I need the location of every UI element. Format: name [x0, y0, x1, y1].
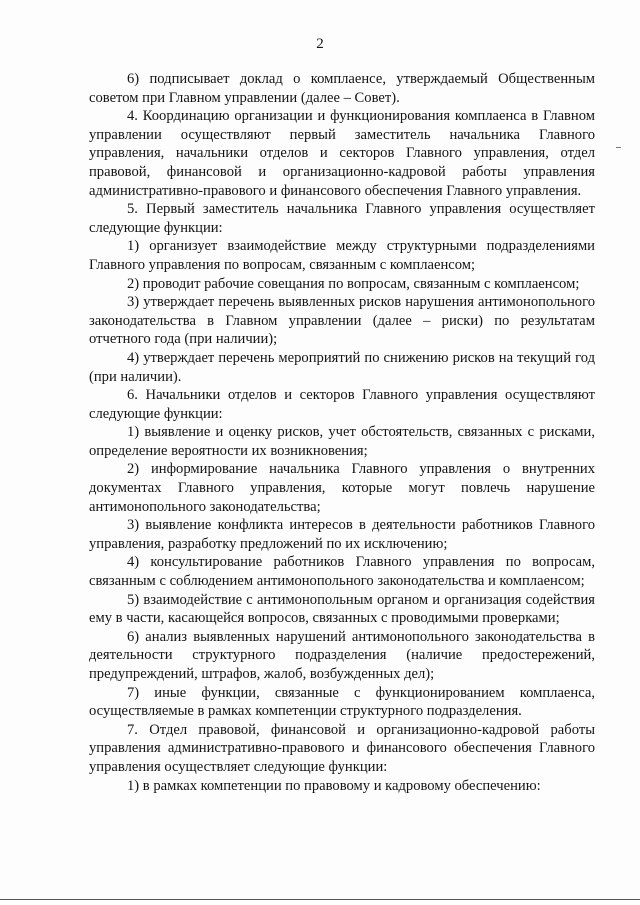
paragraph-6-item-6: 6) анализ выявленных нарушений антимонопольного законодательства в деятельности структурного подразделения (наличие предостережений, предупреждений, штрафов, жалоб, возбужденных дел); [89, 628, 595, 682]
paragraph-7-legal-department: 7. Отдел правовой, финансовой и организационно-кадровой работы управления административно-правового и финансового обеспечения Главного управления осуществляет следующие функции: [89, 721, 595, 775]
paragraph-6-item-5: 5) взаимодействие с антимонопольным органом и организация содействия ему в части, касающейся вопросов, связанных с проводимыми проверками; [89, 591, 595, 627]
paragraph-item-6-signs-report: 6) подписывает доклад о комплаенсе, утверждаемый Общественным советом при Главном управлении (далее – Совет). [89, 71, 595, 106]
paragraph-4-coordination: 4. Координацию организации и функционирования комплаенса в Главном управлении осуществляют первый заместитель начальника Главного управления, начальники отделов и секторов Главного управления, отдел правовой, финансовой и организационно-кадровой работы управления административно-правового и финансового обеспечения Главного управления. [89, 108, 595, 199]
paragraph-5-first-deputy: 5. Первый заместитель начальника Главного управления осуществляет следующие функции: [89, 201, 595, 236]
paragraph-5-item-4: 4) утверждает перечень мероприятий по снижению рисков на текущий год (при наличии). [89, 349, 595, 385]
paragraph-5-item-2: 2) проводит рабочие совещания по вопросам, связанным с комплаенсом; [127, 275, 580, 292]
document-body [89, 70, 595, 795]
paragraph-6-item-2: 2) информирование начальника Главного управления о внутренних документах Главного управления, которые могут повлечь нарушение антимонопольного законодательства; [89, 461, 595, 515]
paragraph-7-item-1: 1) в рамках компетенции по правовому и кадровому обеспечению: [127, 777, 541, 794]
paragraph-5-item-1: 1) организует взаимодействие между структурными подразделениями Главного управления по вопросам, связанным с комплаенсом; [89, 238, 595, 273]
paragraph-6-item-1: 1) выявление и оценку рисков, учет обстоятельств, связанных с рисками, определение вероятности их возникновения; [89, 424, 595, 459]
scan-speck [616, 147, 621, 148]
paragraph-6-item-7: 7) иные функции, связанные с функционированием комплаенса, осуществляемые в рамках компетенции структурного подразделения. [89, 684, 595, 720]
page-number: 2 [316, 36, 324, 52]
paragraph-6-department-heads: 6. Начальники отделов и секторов Главного управления осуществляют следующие функции: [89, 387, 595, 422]
paragraph-6-item-4: 4) консультирование работников Главного управления по вопросам, связанным с соблюдением антимонопольного законодательства и комплаенсом; [89, 554, 595, 590]
scan-bottom-edge [0, 899, 640, 900]
paragraph-6-item-3: 3) выявление конфликта интересов в деятельности работников Главного управления, разработку предложений по их исключению; [89, 517, 595, 552]
paragraph-5-item-3: 3) утверждает перечень выявленных рисков нарушения антимонопольного законодательства в Главном управлении (далее – риски) по результатам отчетного года (при наличии); [89, 294, 595, 348]
